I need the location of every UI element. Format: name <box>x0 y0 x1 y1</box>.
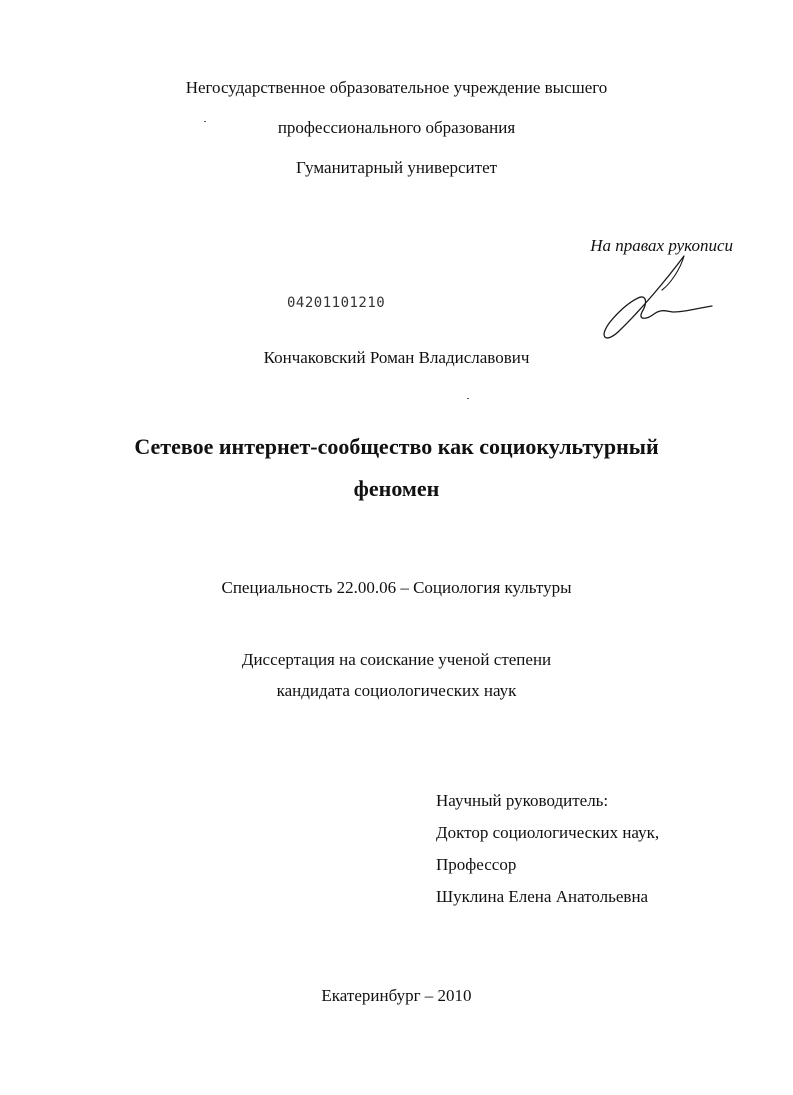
author-name: Кончаковский Роман Владиславович <box>263 348 530 367</box>
university-name: Гуманитарный университет <box>295 158 498 177</box>
institution-line-2: профессионального образования <box>277 118 516 137</box>
supervisor-name: Шуклина Елена Анатольевна <box>436 887 649 906</box>
scan-speck <box>467 398 469 399</box>
specialty: Специальность 22.00.06 – Социология культуры <box>221 578 572 597</box>
dissertation-title-line-1: Сетевое интернет-сообщество как социокультурный <box>134 434 659 459</box>
degree-line-2: кандидата социологических наук <box>276 681 517 700</box>
supervisor-rank: Профессор <box>436 855 517 874</box>
scan-speck <box>204 121 206 122</box>
supervisor-label: Научный руководитель: <box>436 791 609 810</box>
degree-line-1: Диссертация на соискание ученой степени <box>241 650 552 669</box>
institution-line-1: Негосударственное образовательное учреждение высшего <box>185 78 608 97</box>
city-year: Екатеринбург – 2010 <box>321 986 472 1005</box>
dissertation-title-line-2: феномен <box>353 476 440 501</box>
supervisor-degree: Доктор социологических наук, <box>436 823 660 842</box>
signature-image <box>596 250 716 342</box>
manuscript-note: На правах рукописи <box>590 236 733 255</box>
catalog-code: 04201101210 <box>287 295 386 311</box>
